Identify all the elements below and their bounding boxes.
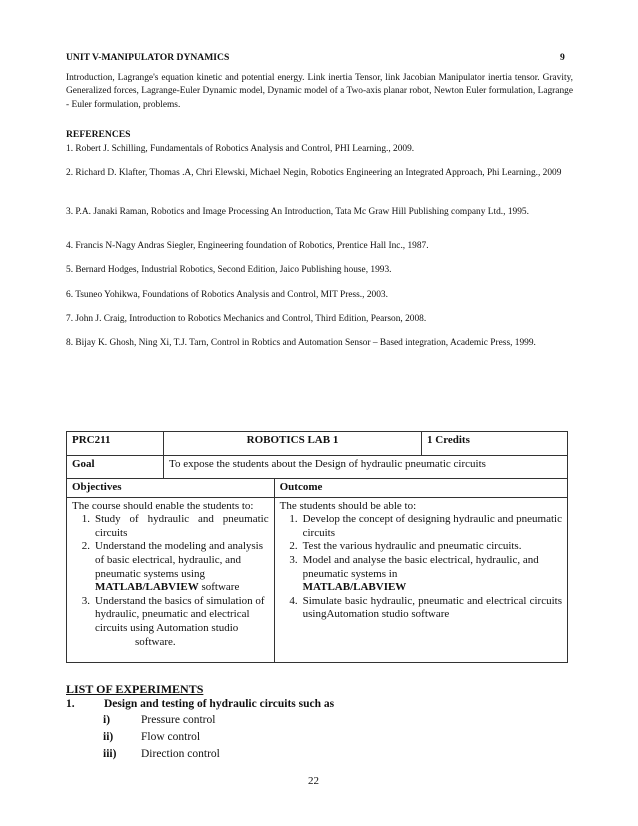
outcome-item: 2. Test the various hydraulic and pneumatic circuits. xyxy=(289,540,522,553)
reference-item: 5. Bernard Hodges, Industrial Robotics, Second Edition, Jaico Publishing house, 1993. xyxy=(66,265,392,275)
reference-item: 7. John J. Craig, Introduction to Robotics Mechanics and Control, Third Edition, Pearson, 2008. xyxy=(66,314,427,324)
outcome-item: 1. Develop the concept of designing hydraulic and pneumatic circuits xyxy=(289,513,562,539)
reference-item: 6. Tsuneo Yohikwa, Foundations of Robotics Analysis and Control, MIT Press., 2003. xyxy=(66,290,388,300)
reference-item: 1. Robert J. Schilling, Fundamentals of Robotics Analysis and Control, PHI Learning., 2009. xyxy=(66,144,415,154)
objectives-cell xyxy=(67,497,275,662)
page-number: 22 xyxy=(308,775,319,787)
references-title: REFERENCES xyxy=(66,129,131,140)
reference-item: 4. Francis N-Nagy Andras Siegler, Engineering foundation of Robotics, Prentice Hall Inc., 1987. xyxy=(66,241,429,251)
outcome-list xyxy=(280,513,562,622)
objectives-intro: The course should enable the students to: xyxy=(72,499,254,512)
course-title: ROBOTICS LAB 1 xyxy=(164,432,422,456)
experiments-title: LIST OF EXPERIMENTS xyxy=(66,682,204,696)
reference-item: 2. Richard D. Klafter, Thomas .A, Chri Elewski, Michael Negin, Robotics Engineering an Integrated Approach, Phi Learning., 2009 xyxy=(66,168,562,178)
course-code: PRC211 xyxy=(67,432,164,456)
goal-text: To expose the students about the Design of hydraulic pneumatic circuits xyxy=(164,456,568,479)
reference-item: 8. Bijay K. Ghosh, Ning Xi, T.J. Tarn, Control in Robtics and Automation Sensor – Based integration, Academic Press, 1999. xyxy=(66,338,536,348)
objective-item: 3. Understand the basics of simulation of hydraulic, pneumatic and electrical circuits using Automation studio software. xyxy=(81,594,265,648)
outcome-intro: The students should be able to: xyxy=(279,499,417,512)
reference-item: 3. P.A. Janaki Raman, Robotics and Image Processing An Introduction, Tata Mc Graw Hill Publishing company Ltd., 1995. xyxy=(66,207,529,217)
experiment-subitem: i) Pressure control xyxy=(103,714,216,726)
course-credits: 1 Credits xyxy=(422,432,568,456)
objective-item: 2. Understand the modeling and analysis of basic electrical, hydraulic, and pneumatic systems using MATLAB/LABVIEW software xyxy=(81,540,264,594)
experiment-item: 1. Design and testing of hydraulic circuits such as xyxy=(66,698,335,710)
experiment-subitem: ii) Flow control xyxy=(103,731,201,743)
objectives-header: Objectives xyxy=(67,479,275,498)
outcome-item: 3. Model and analyse the basic electrical, hydraulic, and pneumatic systems in MATLAB/LABVIEW xyxy=(289,553,539,594)
unit-heading: UNIT V-MANIPULATOR DYNAMICS xyxy=(66,52,230,63)
objectives-list xyxy=(72,513,269,649)
goal-label: Goal xyxy=(67,456,164,479)
unit-intro-text: Introduction, Lagrange's equation kinetic and potential energy. Link inertia Tensor, link Jacobian Manipulator inertia tensor. Gravity, Generalized forces, Lagrange-Euler Dynamic model, Dynamic model of a Two-axis planar robot, Newton Euler formulation, Lagrange - Euler formulation, problems. xyxy=(66,73,573,110)
outcome-header: Outcome xyxy=(274,479,567,498)
objective-item: 1. Study of hydraulic and pneumatic circuits xyxy=(81,513,269,539)
outcome-item: 4. Simulate basic hydraulic, pneumatic and electrical circuits usingAutomation studio software xyxy=(289,594,562,621)
course-table xyxy=(66,431,568,663)
outcome-cell xyxy=(274,497,567,662)
unit-hours: 9 xyxy=(560,52,565,63)
experiment-subitem: iii) Direction control xyxy=(103,748,220,760)
